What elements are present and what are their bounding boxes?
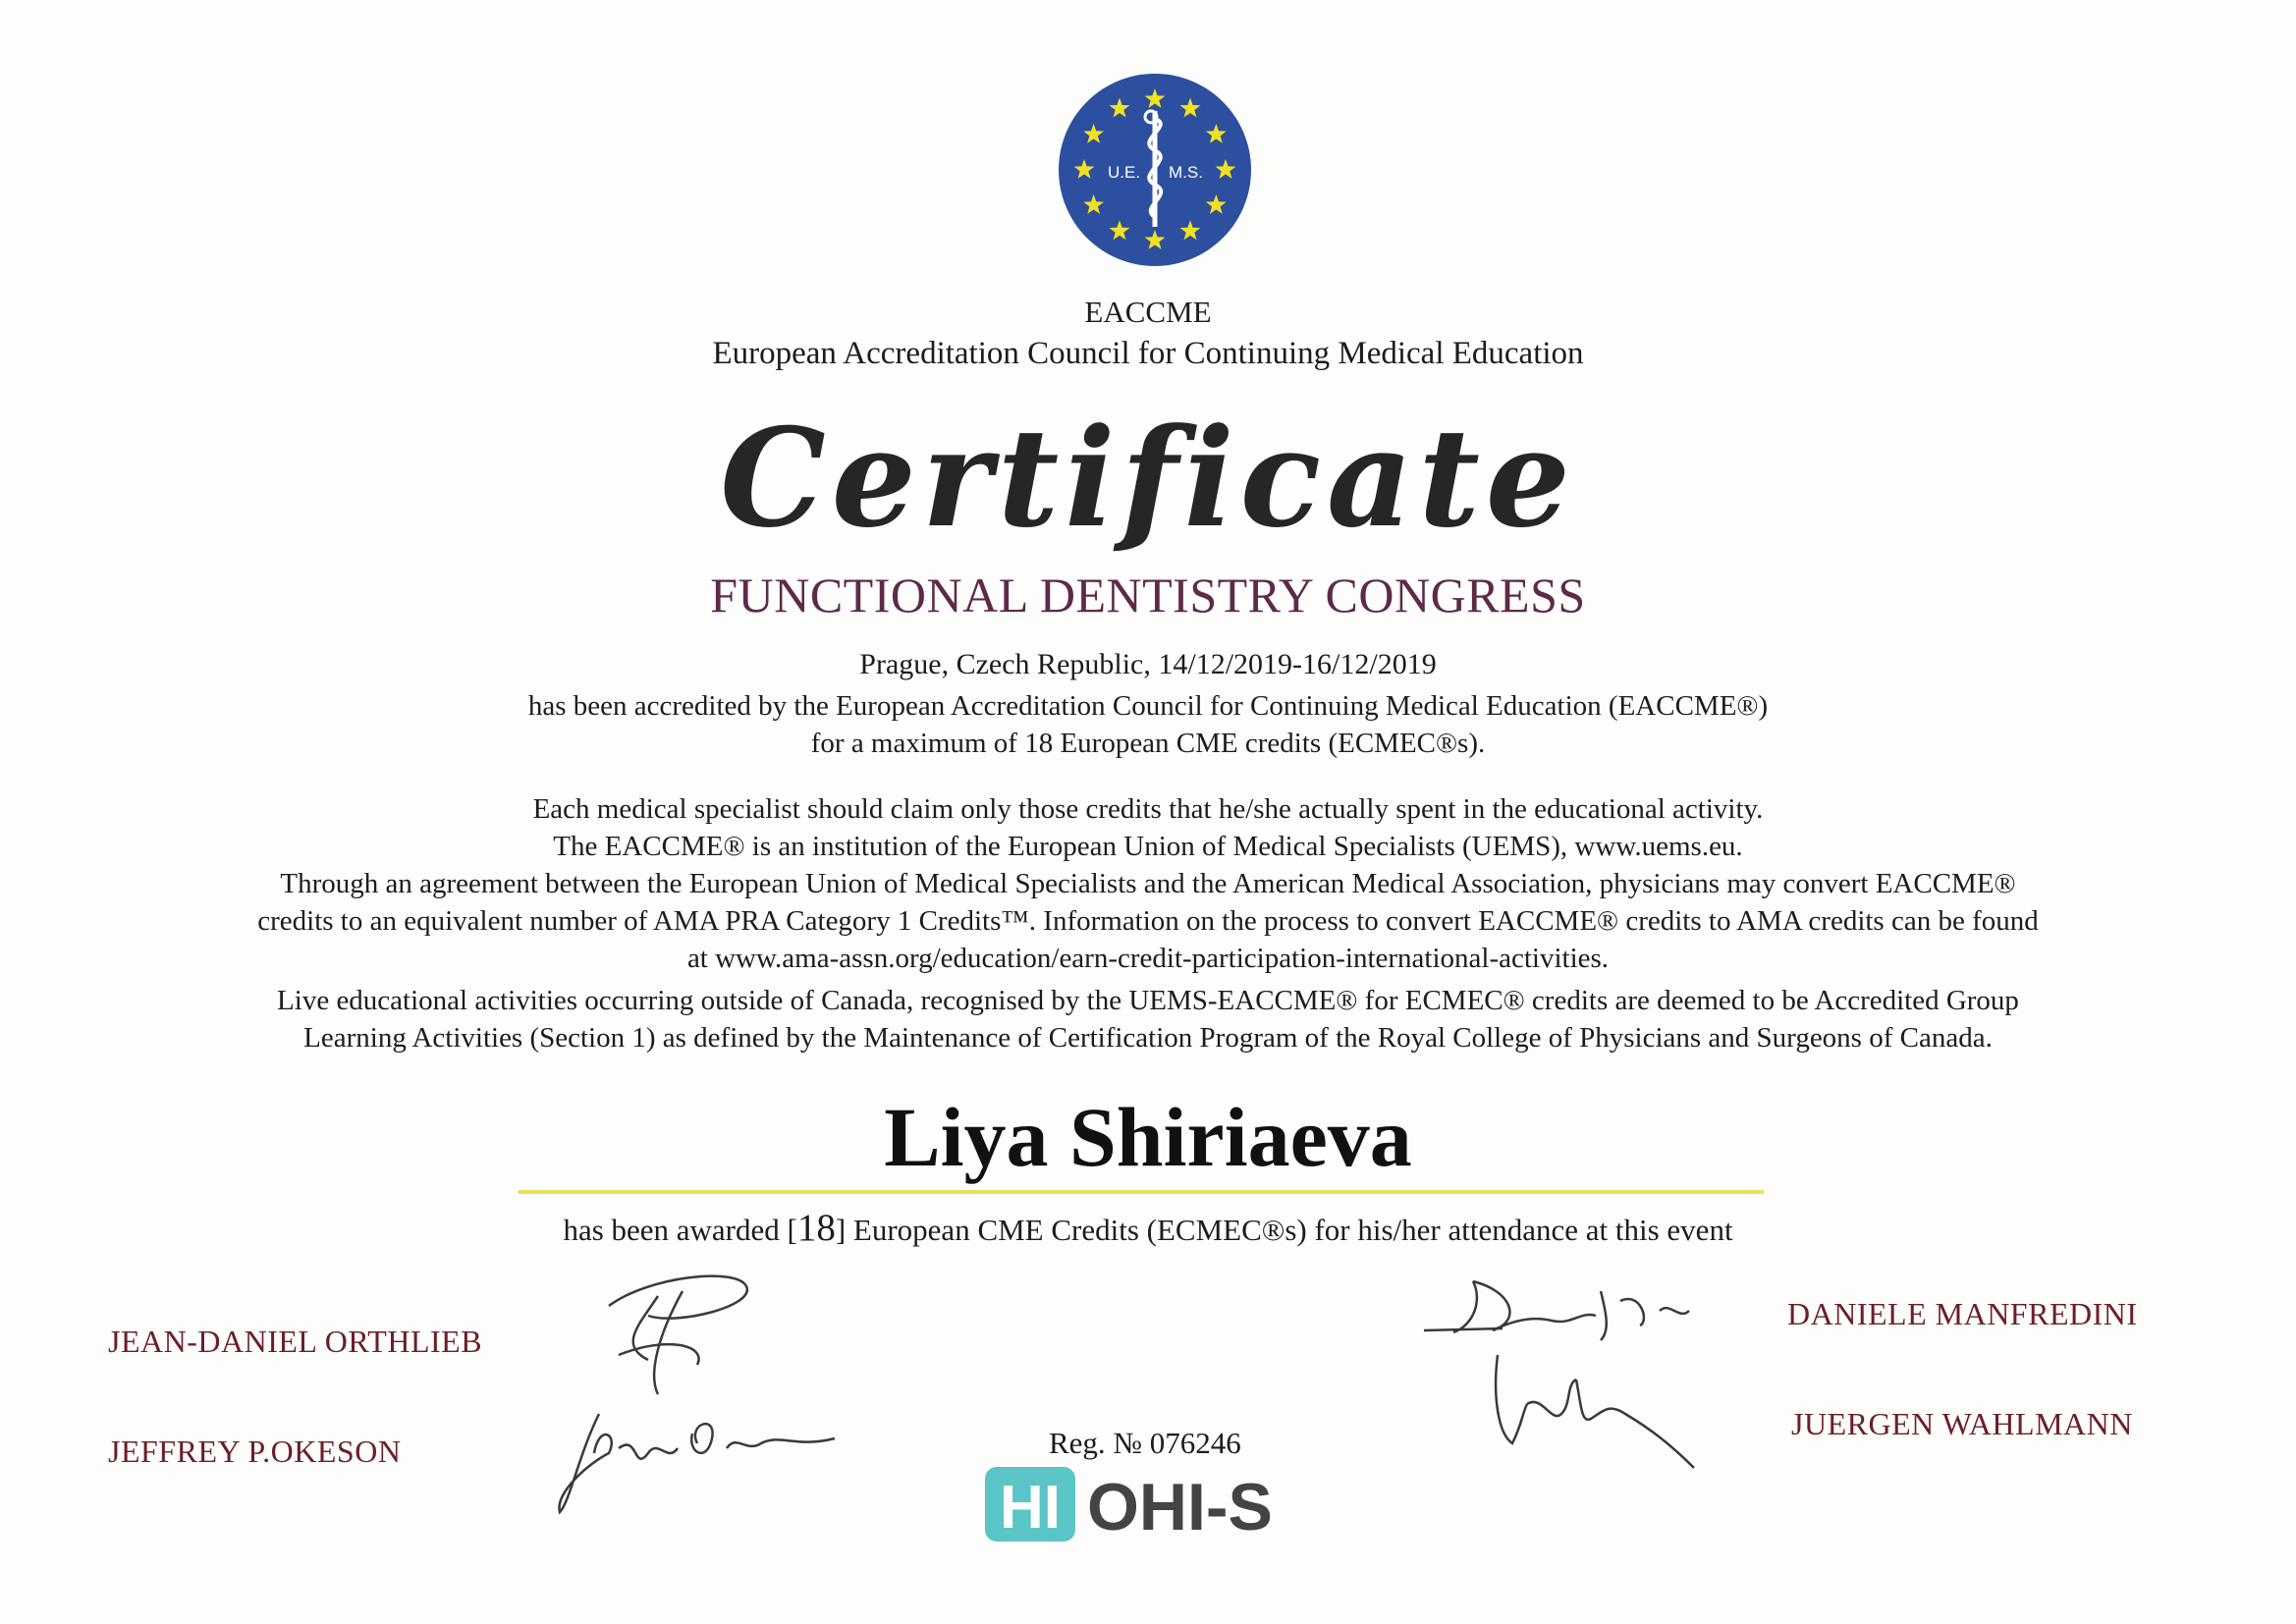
award-statement xyxy=(0,1206,2296,1250)
signatory-name: JEAN-DANIEL ORTHLIEB xyxy=(108,1324,483,1359)
logo-text-left: U.E. xyxy=(1108,163,1141,182)
event-title: FUNCTIONAL DENTISTRY CONGRESS xyxy=(710,568,1586,623)
signatory-name: JEFFREY P.OKESON xyxy=(108,1434,402,1469)
signature-orthlieb xyxy=(589,1267,766,1404)
accreditation-line-2: for a maximum of 18 European CME credits (ECMEC®s). xyxy=(810,728,1486,759)
org-full-name: European Accreditation Council for Continuing Medical Education xyxy=(712,336,1584,371)
name-underline xyxy=(519,1190,1764,1194)
recipient-name: Liya Shiriaeva xyxy=(884,1090,1412,1184)
registration-number: Reg. № 076246 xyxy=(1049,1426,1241,1460)
body-line: Live educational activities occurring outside of Canada, recognised by the UEMS-EACCME® for ECMEC® credits are deemed to be Accredited Group xyxy=(277,985,2019,1016)
award-prefix: has been awarded [ xyxy=(563,1213,797,1247)
certificate-title: Certificate xyxy=(720,398,1576,558)
ohi-s-badge-text: HI xyxy=(1000,1474,1061,1542)
logo-text-right: M.S. xyxy=(1169,163,1203,182)
uems-logo xyxy=(1057,72,1253,268)
body-line: credits to an equivalent number of AMA PRA Category 1 Credits™. Information on the process to convert EACCME® credits to AMA credits can be found xyxy=(257,905,2039,937)
body-line: Through an agreement between the European Union of Medical Specialists and the American Medical Association, physicians may convert EACCME® xyxy=(280,868,2016,899)
ohi-s-brand-text: OHI-S xyxy=(1087,1470,1273,1543)
body-line: The EACCME® is an institution of the European Union of Medical Specialists (UEMS), www.uems.eu. xyxy=(553,831,1743,862)
signatory-name: DANIELE MANFREDINI xyxy=(1787,1296,2138,1331)
org-abbreviation: EACCME xyxy=(1084,295,1212,329)
award-suffix: ] European CME Credits (ECMEC®s) for his/her attendance at this event xyxy=(835,1213,1733,1247)
accreditation-line-1: has been accredited by the European Accreditation Council for Continuing Medical Education (EACCME®) xyxy=(527,690,1769,722)
signatory-name: JUERGEN WAHLMANN xyxy=(1791,1406,2133,1441)
ohi-s-logo xyxy=(985,1465,1319,1543)
body-line: at www.ama-assn.org/education/earn-credit-participation-international-activities. xyxy=(686,943,1610,974)
signature-wahlmann xyxy=(1483,1345,1709,1473)
signature-okeson xyxy=(550,1394,874,1522)
body-line: Each medical specialist should claim only those credits that he/she actually spent in the educational activity. xyxy=(532,793,1764,825)
body-line: Learning Activities (Section 1) as defined by the Maintenance of Certification Program of the Royal College of Physicians and Surgeons of Canada. xyxy=(303,1022,1993,1054)
event-location-dates: Prague, Czech Republic, 14/12/2019-16/12/2019 xyxy=(859,648,1437,680)
award-credits: 18 xyxy=(796,1207,836,1249)
